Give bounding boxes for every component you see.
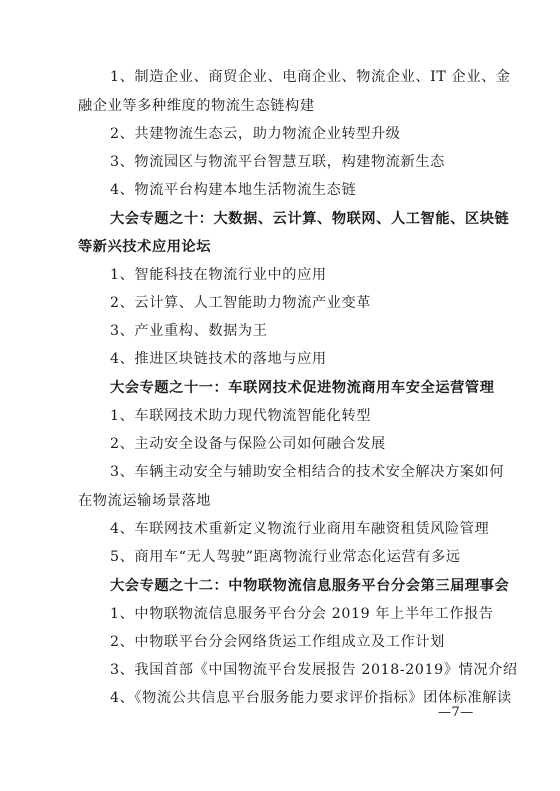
topic-10-heading-line-2: 等新兴技术应用论坛 (78, 239, 212, 255)
topic-12-heading: 大会专题之十二：中物联物流信息服务平台分会第三届理事会 (110, 578, 510, 594)
topic-11-item-1: 1、车联网技术助力现代物流智能化转型 (110, 408, 372, 424)
topic-10-item-1: 1、智能科技在物流行业中的应用 (110, 267, 327, 283)
topic-10-item-4: 4、推进区块链技术的落地与应用 (110, 351, 327, 367)
topic-12-item-1: 1、中物联物流信息服务平台分会 2019 年上半年工作报告 (110, 606, 494, 622)
topic-11-item-2: 2、主动安全设备与保险公司如何融合发展 (110, 436, 386, 452)
topic-10-item-2: 2、云计算、人工智能助力物流产业变革 (110, 295, 372, 311)
page-number: —7— (438, 705, 474, 720)
topic-10-heading-line-1: 大会专题之十：大数据、云计算、物联网、人工智能、区块链 (110, 211, 510, 227)
topic-12-item-2: 2、中物联平台分会网络货运工作组成立及工作计划 (110, 634, 445, 650)
topic-12-item-4: 4、《物流公共信息平台服务能力要求评价指标》团体标准解读 (110, 690, 512, 706)
topic-11-item-4: 4、车联网技术重新定义物流行业商用车融资租赁风险管理 (110, 521, 490, 537)
ecosystem-item-2: 2、共建物流生态云，助力物流企业转型升级 (110, 126, 401, 142)
ecosystem-item-4: 4、物流平台构建本地生活物流生态链 (110, 182, 357, 198)
topic-11-item-5: 5、商用车“无人驾驶”距离物流行业常态化运营有多远 (110, 549, 461, 565)
ecosystem-item-1-line-2: 融企业等多种维度的物流生态链构建 (78, 98, 315, 114)
topic-12-item-3: 3、我国首部《中国物流平台发展报告 2018-2019》情况介绍 (110, 662, 518, 678)
ecosystem-item-1-line-1: 1、制造企业、商贸企业、电商企业、物流企业、IT 企业、金 (110, 69, 511, 85)
topic-11-heading: 大会专题之十一：车联网技术促进物流商用车安全运营管理 (110, 380, 495, 396)
ecosystem-item-3: 3、物流园区与物流平台智慧互联，构建物流新生态 (110, 154, 445, 170)
topic-10-item-3: 3、产业重构、数据为王 (110, 323, 268, 339)
topic-11-item-3-line-2: 在物流运输场景落地 (78, 493, 212, 509)
topic-11-item-3-line-1: 3、车辆主动安全与辅助安全相结合的技术安全解决方案如何 (110, 464, 505, 480)
